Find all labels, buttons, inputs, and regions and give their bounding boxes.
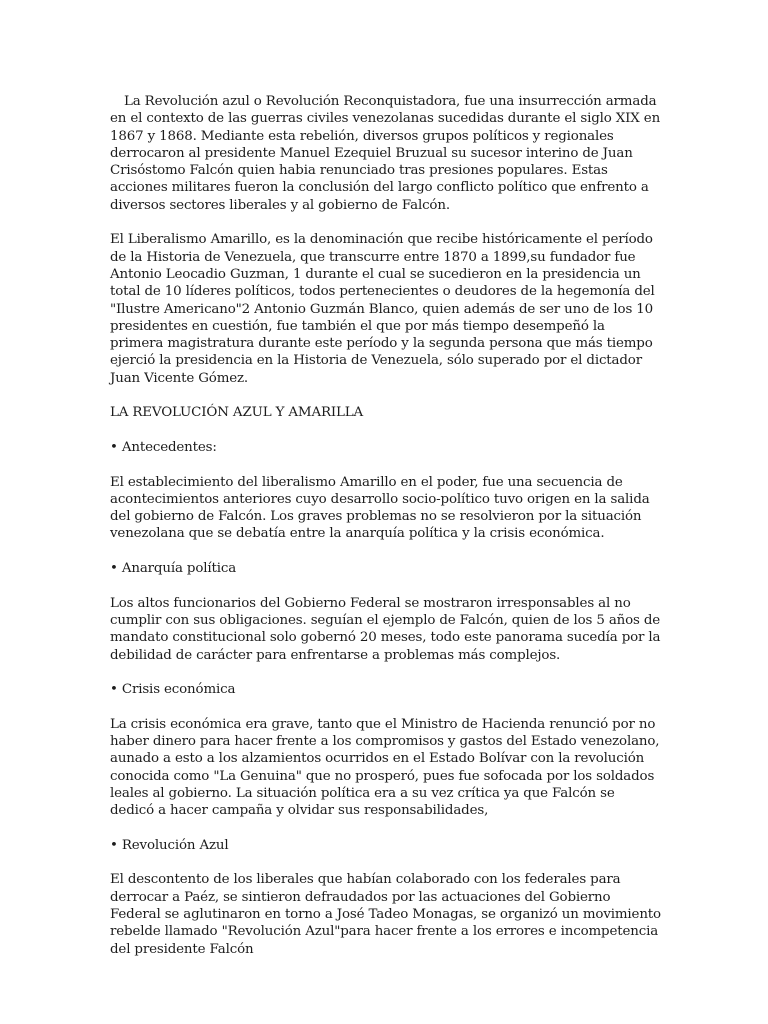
anarquia-paragraph: Los altos funcionarios del Gobierno Federal se mostraron irresponsables al no cumplir con sus obligaciones. seguían el ejemplo de Falcón, quien de los 5 años de mandato constitucional solo gobernó 20 meses, todo este panorama sucedía por la debilidad de carácter para enfrentarse a problemas más complejos. bbox=[110, 595, 661, 663]
liberalismo-paragraph: El Liberalismo Amarillo, es la denominación que recibe históricamente el período de la Historia de Venezuela, que transcurre entre 1870 a 1899,su fundador fue Antonio Leocadio Guzman, 1 durante el cual se sucedieron en la presidencia un total de 10 líderes políticos, todos pertenecientes o deudores de la hegemonía del "Ilustre Americano"2 Antonio Guzmán Blanco, quien además de ser uno de los 10 presidentes en cuestión, fue también el que por más tiempo desempeñó la primera magistratura durante este período y la segunda persona que más tiempo ejerció la presidencia en la Historia de Venezuela, sólo superado por el dictador Juan Vicente Gómez. bbox=[110, 232, 655, 386]
crisis-heading: • Crisis económica bbox=[110, 682, 236, 698]
anarquia-heading: • Anarquía política bbox=[110, 561, 237, 577]
document-page bbox=[110, 93, 662, 975]
revolucion-heading: • Revolución Azul bbox=[110, 837, 229, 853]
crisis-paragraph: La crisis económica era grave, tanto que el Ministro de Hacienda renunció por no haber dinero para hacer frente a los compromisos y gastos del Estado venezolano, aunado a esto a los alzamientos ocurridos en el Estado Bolívar con la revolución conocida como "La Genuina" que no prosperó, pues fue sofocada por los soldados leales al gobierno. La situación política era a su vez crítica ya que Falcón se dedicó a hacer campaña y olvidar sus responsabilidades, bbox=[110, 716, 660, 819]
intro-paragraph: La Revolución azul o Revolución Reconquistadora, fue una insurrección armada en el contexto de las guerras civiles venezolanas sucedidas durante el siglo XIX en 1867 y 1868. Mediante esta rebelión, diversos grupos políticos y regionales derrocaron al presidente Manuel Ezequiel Bruzual su sucesor interino de Juan Crisóstomo Falcón quien habia renunciado tras presiones populares. Estas acciones militares fueron la conclusión del largo conflicto político que enfrento a diversos sectores liberales y al gobierno de Falcón. bbox=[110, 94, 661, 213]
antecedentes-paragraph: El establecimiento del liberalismo Amarillo en el poder, fue una secuencia de acontecimientos anteriores cuyo desarrollo socio-político tuvo origen en la salida del gobierno de Falcón. Los graves problemas no se resolvieron por la situación venezolana que se debatía entre la anarquía política y la crisis económica. bbox=[110, 474, 650, 542]
revolucion-paragraph: El descontento de los liberales que habían colaborado con los federales para derrocar a Paéz, se sintieron defraudados por las actuaciones del Gobierno Federal se aglutinaron en torno a José Tadeo Monagas, se organizó un movimiento rebelde llamado "Revolución Azul"para hacer frente a los errores e incompetencia del presidente Falcón bbox=[110, 872, 661, 957]
antecedentes-heading: • Antecedentes: bbox=[110, 439, 217, 455]
section-title: LA REVOLUCIÓN AZUL Y AMARILLA bbox=[110, 405, 364, 421]
